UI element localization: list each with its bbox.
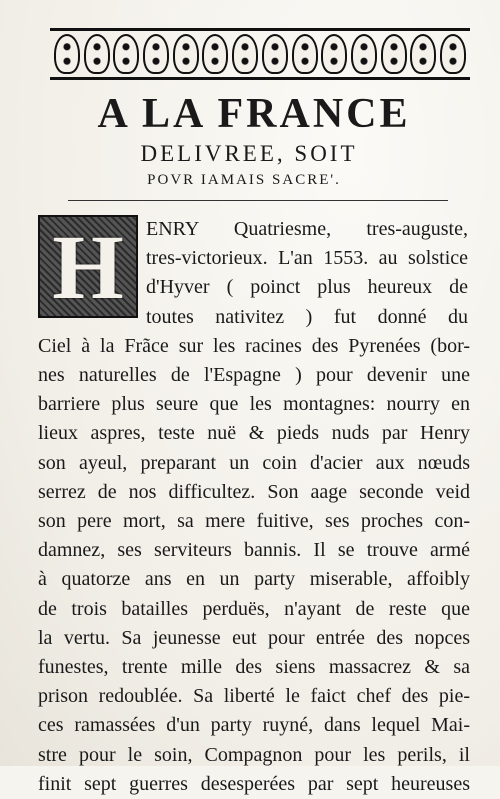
text-line: d'Hyver ( poinct plus heureux de bbox=[146, 276, 468, 299]
ornamental-header-band bbox=[50, 28, 470, 80]
ornament-motif bbox=[202, 34, 228, 74]
ornament-motif bbox=[143, 34, 169, 74]
decorated-initial bbox=[38, 215, 138, 318]
text-line: tres-victorieux. L'an 1553. au solstice bbox=[146, 247, 468, 270]
ornament-motif bbox=[173, 34, 199, 74]
ornament-motif bbox=[321, 34, 347, 74]
text-line: la vertu. Sa jeunesse eut pour entrée des nopces bbox=[38, 626, 470, 649]
text-line: lieux aspres, teste nuë & pieds nuds par Henry bbox=[38, 422, 470, 445]
text-line: stre pour le soin, Compagnon pour les perils, il bbox=[38, 743, 470, 766]
text-line: son pere mort, sa mere fuitive, ses proches con- bbox=[38, 510, 470, 533]
ornament-motif bbox=[292, 34, 318, 74]
text-line: funestes, trente mille des siens massacrez & sa bbox=[38, 656, 470, 679]
text-line: ENRY Quatriesme, tres-auguste, bbox=[146, 218, 468, 240]
ornament-motif bbox=[84, 34, 110, 74]
text-line: Ciel à la Frãce sur les racines des Pyrenées (bor- bbox=[38, 334, 470, 357]
ornament-motif bbox=[440, 34, 466, 74]
text-line: son ayeul, preparant un coin d'acier aux nœuds bbox=[38, 451, 470, 474]
body-text bbox=[38, 215, 480, 799]
title-line-2: DELIVREE, SOIT bbox=[140, 141, 358, 166]
ornament-motif bbox=[351, 34, 377, 74]
ornament-motif bbox=[113, 34, 139, 74]
text-line: damnez, ses serviteurs bannis. Il se trouve armé bbox=[38, 539, 470, 562]
text-line: finit sept guerres desesperées par sept heureuses bbox=[38, 772, 470, 795]
divider bbox=[68, 200, 448, 201]
ornament-motif bbox=[262, 34, 288, 74]
text-line: ces ramassées d'un party ruyné, dans lequel Mai- bbox=[38, 714, 470, 737]
text-line: barriere plus seure que les montagnes: nourry en bbox=[38, 393, 470, 416]
ornament-motif bbox=[410, 34, 436, 74]
text-line: prison redoublée. Sa liberté le faict chef des pie- bbox=[38, 685, 470, 708]
ornament-motif bbox=[232, 34, 258, 74]
text-line: nes naturelles de l'Espagne ) pour devenir une bbox=[38, 364, 470, 387]
ornament-motif bbox=[54, 34, 80, 74]
title-line-3: POVR IAMAIS SACRE'. bbox=[147, 172, 341, 188]
text-line: toutes nativitez ) fut donné du bbox=[146, 305, 468, 328]
title-line-1: A LA FRANCE bbox=[97, 91, 411, 137]
text-line: à quatorze ans en un party miserable, affoibly bbox=[38, 568, 470, 591]
ornament-motif bbox=[381, 34, 407, 74]
text-line: de trois batailles perduës, n'ayant de reste que bbox=[38, 597, 470, 620]
text-line: serrez de nos difficultez. Son aage seconde veid bbox=[38, 480, 470, 503]
decorated-initial-letter: H bbox=[52, 215, 124, 318]
